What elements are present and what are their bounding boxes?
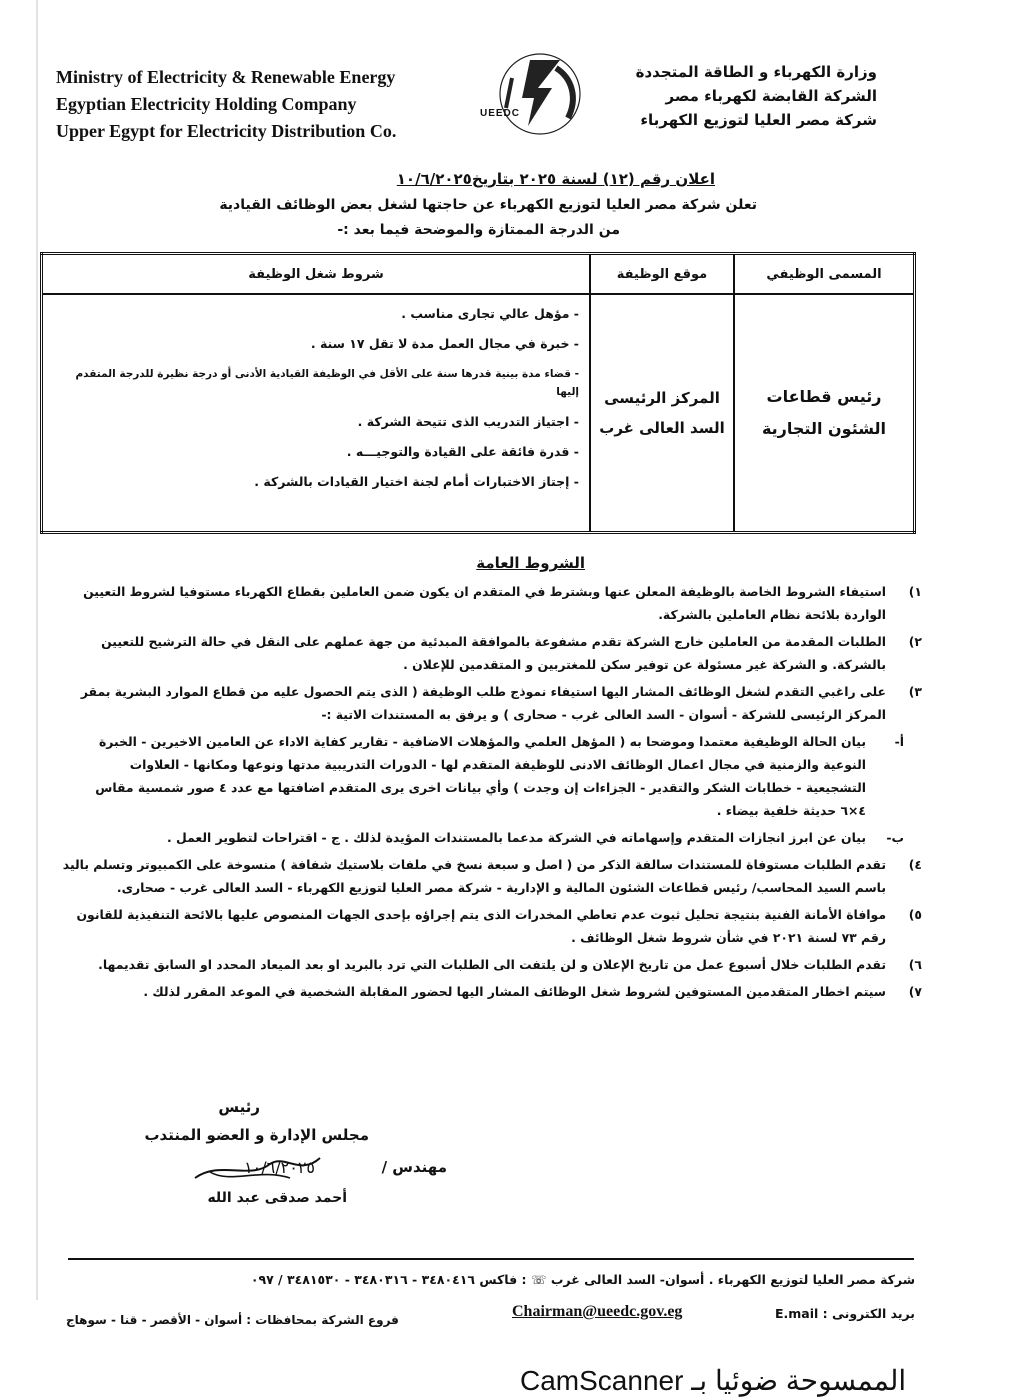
term-line: التشجيعية - خطابات الشكر والتقدير - الجزاءات إن وجدت ) وأي بيانات اخرى يرى المتقدم اضافتها مع عدد ٤ صور شمسية مقاس	[95, 780, 866, 795]
jobs-table	[40, 252, 916, 534]
signature-line-1: رئيس	[218, 1098, 260, 1116]
term-line: تقدم الطلبات خلال أسبوع عمل من تاريخ الإعلان و لن يلتفت الى الطلبات التي ترد بالبريد او بعد الميعاد المحدد او السابق تقديمها.	[98, 957, 886, 972]
term-line: سيتم اخطار المتقدمين المستوفين لشروط شغل الوظائف المشار اليها لحضور المقابلة الشخصية في الموعد المقرر لذلك .	[143, 984, 886, 999]
job-title-line: الشئون التجارية	[761, 419, 887, 438]
scan-edge	[36, 0, 38, 1300]
condition-item: - قضاء مدة بينية قدرها سنة على الأقل في الوظيفة القيادية الأدنى أو درجة نظيرة للدرجة المتقدم إليها	[75, 368, 579, 398]
header-conditions: شروط شغل الوظيفة	[42, 254, 591, 295]
header-english	[56, 64, 476, 145]
term-item	[60, 953, 922, 976]
term-line: تقدم الطلبات مستوفاة للمستندات سالفة الذكر من ( اصل و سبعة نسخ في ملفات بلاستيك شفافة ) منسوخة على الكمبيوتر وتسلم باليد	[62, 857, 886, 872]
footer-divider	[68, 1258, 914, 1260]
term-number: ٢)	[908, 634, 922, 649]
condition-item: - إجتاز الاختبارات أمام لجنة اختيار القيادات بالشركة .	[254, 474, 579, 489]
term-line: النوعية والزمنية في مجال اعمال الوظائف الادنى للوظيفة المتقدم لها - الدورات التدريبية مدتها ونوعها ومكانها - العلاوات	[129, 757, 866, 772]
header-ar-line-1: وزارة الكهرباء و الطاقة المتجددة	[635, 63, 877, 81]
term-line: على راغبي التقدم لشغل الوظائف المشار اليها استيفاء نموذج طلب الوظيفة ( الذى يتم الحصول عليه من قطاع الموارد البشرية بمقر	[80, 684, 886, 699]
footer-email-wrap	[512, 1303, 682, 1321]
term-line: المركز الرئيسى للشركة - أسوان - السد العالى غرب - صحارى ) و يرفق به المستندات الاتية :-	[321, 707, 886, 722]
location-line: المركز الرئيسى	[604, 389, 720, 407]
conditions-cell	[42, 294, 591, 533]
announcement-title: اعلان رقم (١٢) لسنة ٢٠٢٥ بتاريخ١٠/٦/٢٠٢٥	[396, 170, 715, 188]
announcement-line-2: من الدرجة الممتازة والموضحة فيما بعد :-	[337, 222, 620, 238]
header-arabic	[517, 60, 877, 132]
general-terms-list	[60, 580, 922, 1007]
term-item	[60, 630, 922, 676]
condition-item: - اجتياز التدريب الذى تتيحة الشركة .	[357, 414, 579, 429]
term-item	[60, 680, 922, 726]
term-line: بالشركة. و الشركة غير مسئولة عن توفير سكن للمغتربين و المتقدمين للإعلان .	[403, 657, 886, 672]
header-ar-line-3: شركة مصر العليا لتوزيع الكهرباء	[640, 111, 877, 129]
term-line: بيان الحالة الوظيفية معتمدا وموضحا به ( المؤهل العلمي والمؤهلات الاضافية - تقارير كفاية الاداء عن العامين الاخيرين - الخبرة	[98, 734, 866, 749]
header-job-title: المسمى الوظيفي	[734, 254, 915, 295]
signature-line-2: مجلس الإدارة و العضو المنتدب	[144, 1126, 369, 1144]
term-item	[60, 980, 922, 1003]
term-line: رقم ٧٣ لسنة ٢٠٢١ في شأن شروط شغل الوظائف .	[571, 930, 886, 945]
header-ar-line-2: الشركة القابضة لكهرباء مصر	[665, 87, 877, 105]
footer-address: شركة مصر العليا لتوزيع الكهرباء . أسوان- السد العالى غرب ☏ : فاكس ٣٤٨٠٤١٦ - ٣٤٨٠٣١٦ - ٣٤٨١٥٣٠ / ٠٩٧	[250, 1272, 915, 1287]
term-item	[60, 853, 922, 899]
signature-title: مهندس /	[381, 1158, 447, 1176]
term-number: ٦)	[908, 957, 922, 972]
logo-caption: UEEDC	[480, 108, 521, 119]
term-item	[60, 903, 922, 949]
footer-email-link[interactable]: Chairman@ueedc.gov.eg	[512, 1303, 683, 1320]
header-en-line-3: Upper Egypt for Electricity Distribution Co.	[56, 121, 397, 141]
table-row	[42, 294, 915, 533]
term-number: أ-	[894, 734, 904, 749]
header-location: موقع الوظيفة	[590, 254, 734, 295]
condition-item: - قدرة فائقة على القيادة والتوجيـــه .	[346, 444, 579, 459]
handwritten-signature	[190, 1150, 330, 1190]
term-number: ١)	[908, 584, 922, 599]
term-line: الطلبات المقدمة من العاملين خارج الشركة تقدم مشفوعة بالموافقة المبدئية من جهة عملهم على النقل في حالة الترشيح للتعيين	[101, 634, 886, 649]
term-number: ٤)	[908, 857, 922, 872]
term-number: ٧)	[908, 984, 922, 999]
footer-email-label: بريد الكترونى : E.mail	[774, 1306, 915, 1321]
camscanner-watermark: CamScanner الممسوحة ضوئيا بـ	[520, 1365, 907, 1396]
term-line: الواردة بلائحة نظام العاملين بالشركة.	[658, 607, 886, 622]
announcement-line-1: تعلن شركة مصر العليا لتوزيع الكهرباء عن حاجتها لشغل بعض الوظائف القيادية	[219, 197, 757, 213]
term-item	[60, 580, 922, 626]
term-number: ٥)	[908, 907, 922, 922]
location-line: السد العالى غرب	[599, 419, 725, 437]
job-title-cell	[734, 294, 915, 533]
signature-date: ١٠/٦/٢٠٢٥	[244, 1158, 315, 1177]
term-sub-item	[60, 826, 922, 849]
term-line: ٤×٦ حديثة خلفية بيضاء .	[716, 803, 866, 818]
term-line: باسم السيد المحاسب/ رئيس قطاعات الشئون المالية و الإدارية - شركة مصر العليا لتوزيع الكهرباء - السد العالى غرب - صحارى.	[116, 880, 886, 895]
table-header-row	[42, 254, 915, 295]
signatory-name: أحمد صدقى عبد الله	[207, 1190, 347, 1206]
job-title-line: رئيس قطاعات	[766, 387, 882, 406]
general-terms-title: الشروط العامة	[476, 554, 585, 572]
location-cell	[590, 294, 734, 533]
term-line: استيفاء الشروط الخاصة بالوظيفة المعلن عنها وبشترط في المتقدم ان يكون ضمن العاملين بقطاع الكهرباء مستوفيا لشروط التعيين	[83, 584, 886, 599]
term-number: ب-	[886, 830, 904, 845]
term-line: موافاة الأمانة الفنية بنتيجة تحليل ثبوت عدم تعاطي المخدرات الذى يتم إجراؤه بإحدى الجهات المنصوص عليها بالائحة التنفيذية للقانون	[76, 907, 886, 922]
term-sub-item	[60, 730, 922, 822]
term-number: ٣)	[908, 684, 922, 699]
term-line: بيان عن ابرز انجازات المتقدم وإسهاماته في الشركة مدعما بالمستندات المؤيدة لذلك . ج - اقتراحات لتطوير العمل .	[167, 830, 866, 845]
condition-item: - خبرة في مجال العمل مدة لا تقل ١٧ سنة .	[310, 336, 579, 351]
header-en-line-1: Ministry of Electricity & Renewable Energy	[56, 67, 396, 87]
header-en-line-2: Egyptian Electricity Holding Company	[56, 94, 357, 114]
condition-item: - مؤهل عالي تجارى مناسب .	[401, 306, 579, 321]
footer-branches: فروع الشركة بمحافظات : أسوان - الأقصر - قنا - سوهاج	[66, 1313, 399, 1327]
